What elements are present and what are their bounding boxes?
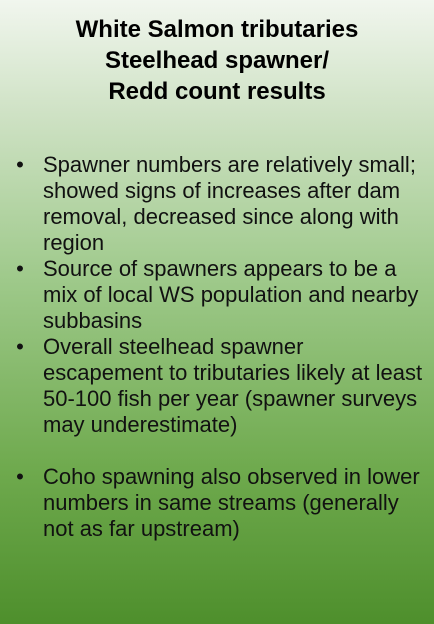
bullet-text: Coho spawning also observed in lower numbers in same streams (generally not as far upstream) xyxy=(43,464,420,541)
bullet-list xyxy=(14,152,424,542)
bullet-item xyxy=(14,464,424,542)
bullet-item xyxy=(14,334,424,438)
bullet-marker: • xyxy=(16,334,24,359)
bullet-item xyxy=(14,152,424,256)
title-line-2: Steelhead spawner/ xyxy=(104,47,330,74)
bullet-text: Overall steelhead spawner escapement to tributaries likely at least 50-100 fish per year (spawner surveys may underestimate) xyxy=(43,334,423,437)
title-line-3: Redd count results xyxy=(108,78,326,105)
slide-title xyxy=(0,14,434,107)
bullet-marker: • xyxy=(16,464,24,489)
bullet-text: Source of spawners appears to be a mix of local WS population and nearby subbasins xyxy=(43,256,419,333)
title-line-1: White Salmon tributaries xyxy=(75,16,359,43)
bullet-text: Spawner numbers are relatively small; showed signs of increases after dam removal, decreased since along with region xyxy=(43,152,416,255)
bullet-marker: • xyxy=(16,152,24,177)
bullet-marker: • xyxy=(16,256,24,281)
bullet-item xyxy=(14,256,424,334)
bullet-spacer xyxy=(14,438,424,464)
